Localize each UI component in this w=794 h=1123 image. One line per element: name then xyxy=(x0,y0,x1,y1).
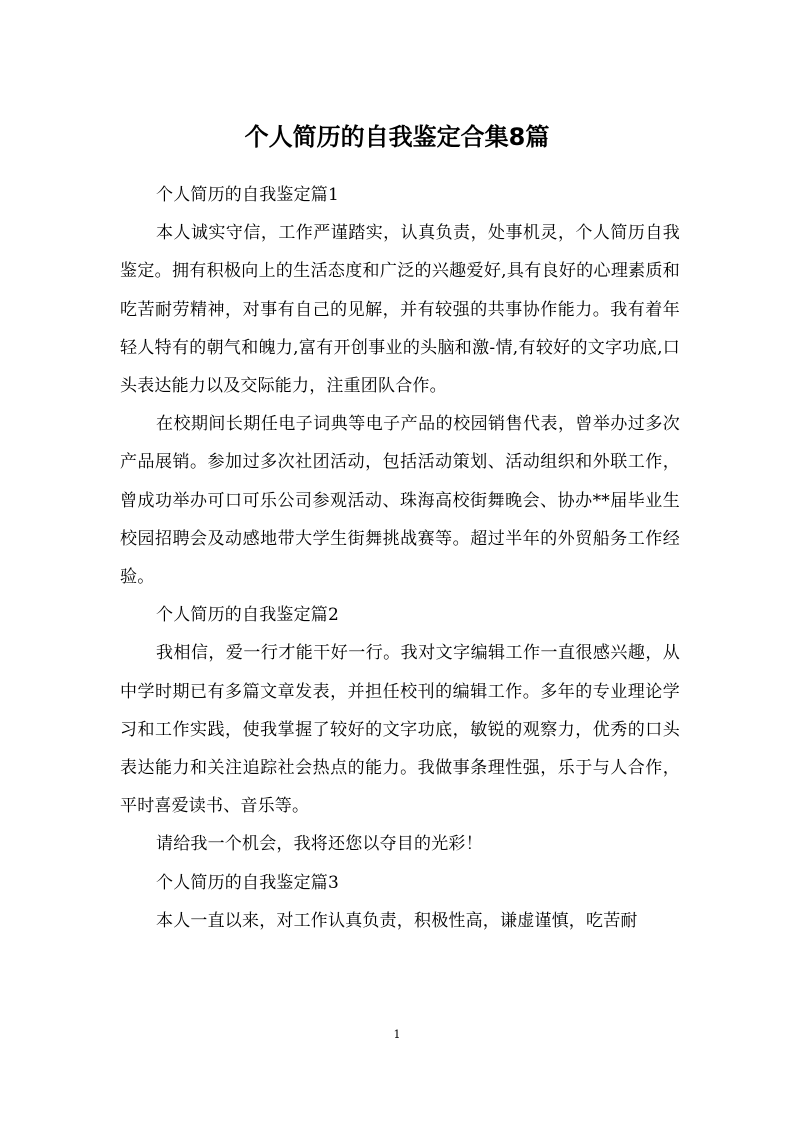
section-heading: 个人简历的自我鉴定篇1 xyxy=(156,185,340,205)
body-paragraph: 在校期间长期任电子词典等电子产品的校园销售代表，曾举办过多次产品展销。参加过多次社团活动，包括活动策划、活动组织和外联工作，曾成功举办可口可乐公司参观活动、珠海高校街舞晚会、协办**届毕业生校园招聘会及动感地带大学生街舞挑战赛等。超过半年的外贸船务工作经验。 xyxy=(120,414,680,588)
body-paragraph: 我相信，爱一行才能干好一行。我对文字编辑工作一直很感兴趣，从中学时期已有多篇文章发表，并担任校刊的编辑工作。多年的专业理论学习和工作实践，使我掌握了较好的文字功底，敏锐的观察力，优秀的口头表达能力和关注追踪社会热点的能力。我做事条理性强，乐于与人合作，平时喜爱读书、音乐等。 xyxy=(120,643,680,817)
document-title: 个人简历的自我鉴定合集8篇 xyxy=(244,123,550,151)
body-paragraph: 本人诚实守信，工作严谨踏实，认真负责，处事机灵，个人简历自我鉴定。拥有积极向上的生活态度和广泛的兴趣爱好,具有良好的心理素质和吃苦耐劳精神，对事有自己的见解，并有较强的共事协作能力。我有着年轻人特有的朝气和魄力,富有开创事业的头脑和激-情,有较好的文字功底,口头表达能力以及交际能力，注重团队合作。 xyxy=(120,223,680,397)
section-heading: 个人简历的自我鉴定篇2 xyxy=(156,605,340,626)
document-body xyxy=(120,176,680,940)
page-number: 1 xyxy=(393,1028,401,1041)
section-heading: 个人简历的自我鉴定篇3 xyxy=(156,872,340,893)
body-paragraph: 请给我一个机会，我将还您以夺目的光彩！ xyxy=(156,834,483,855)
body-paragraph: 本人一直以来，对工作认真负责，积极性高，谦虚谨慎，吃苦耐 xyxy=(156,910,638,931)
